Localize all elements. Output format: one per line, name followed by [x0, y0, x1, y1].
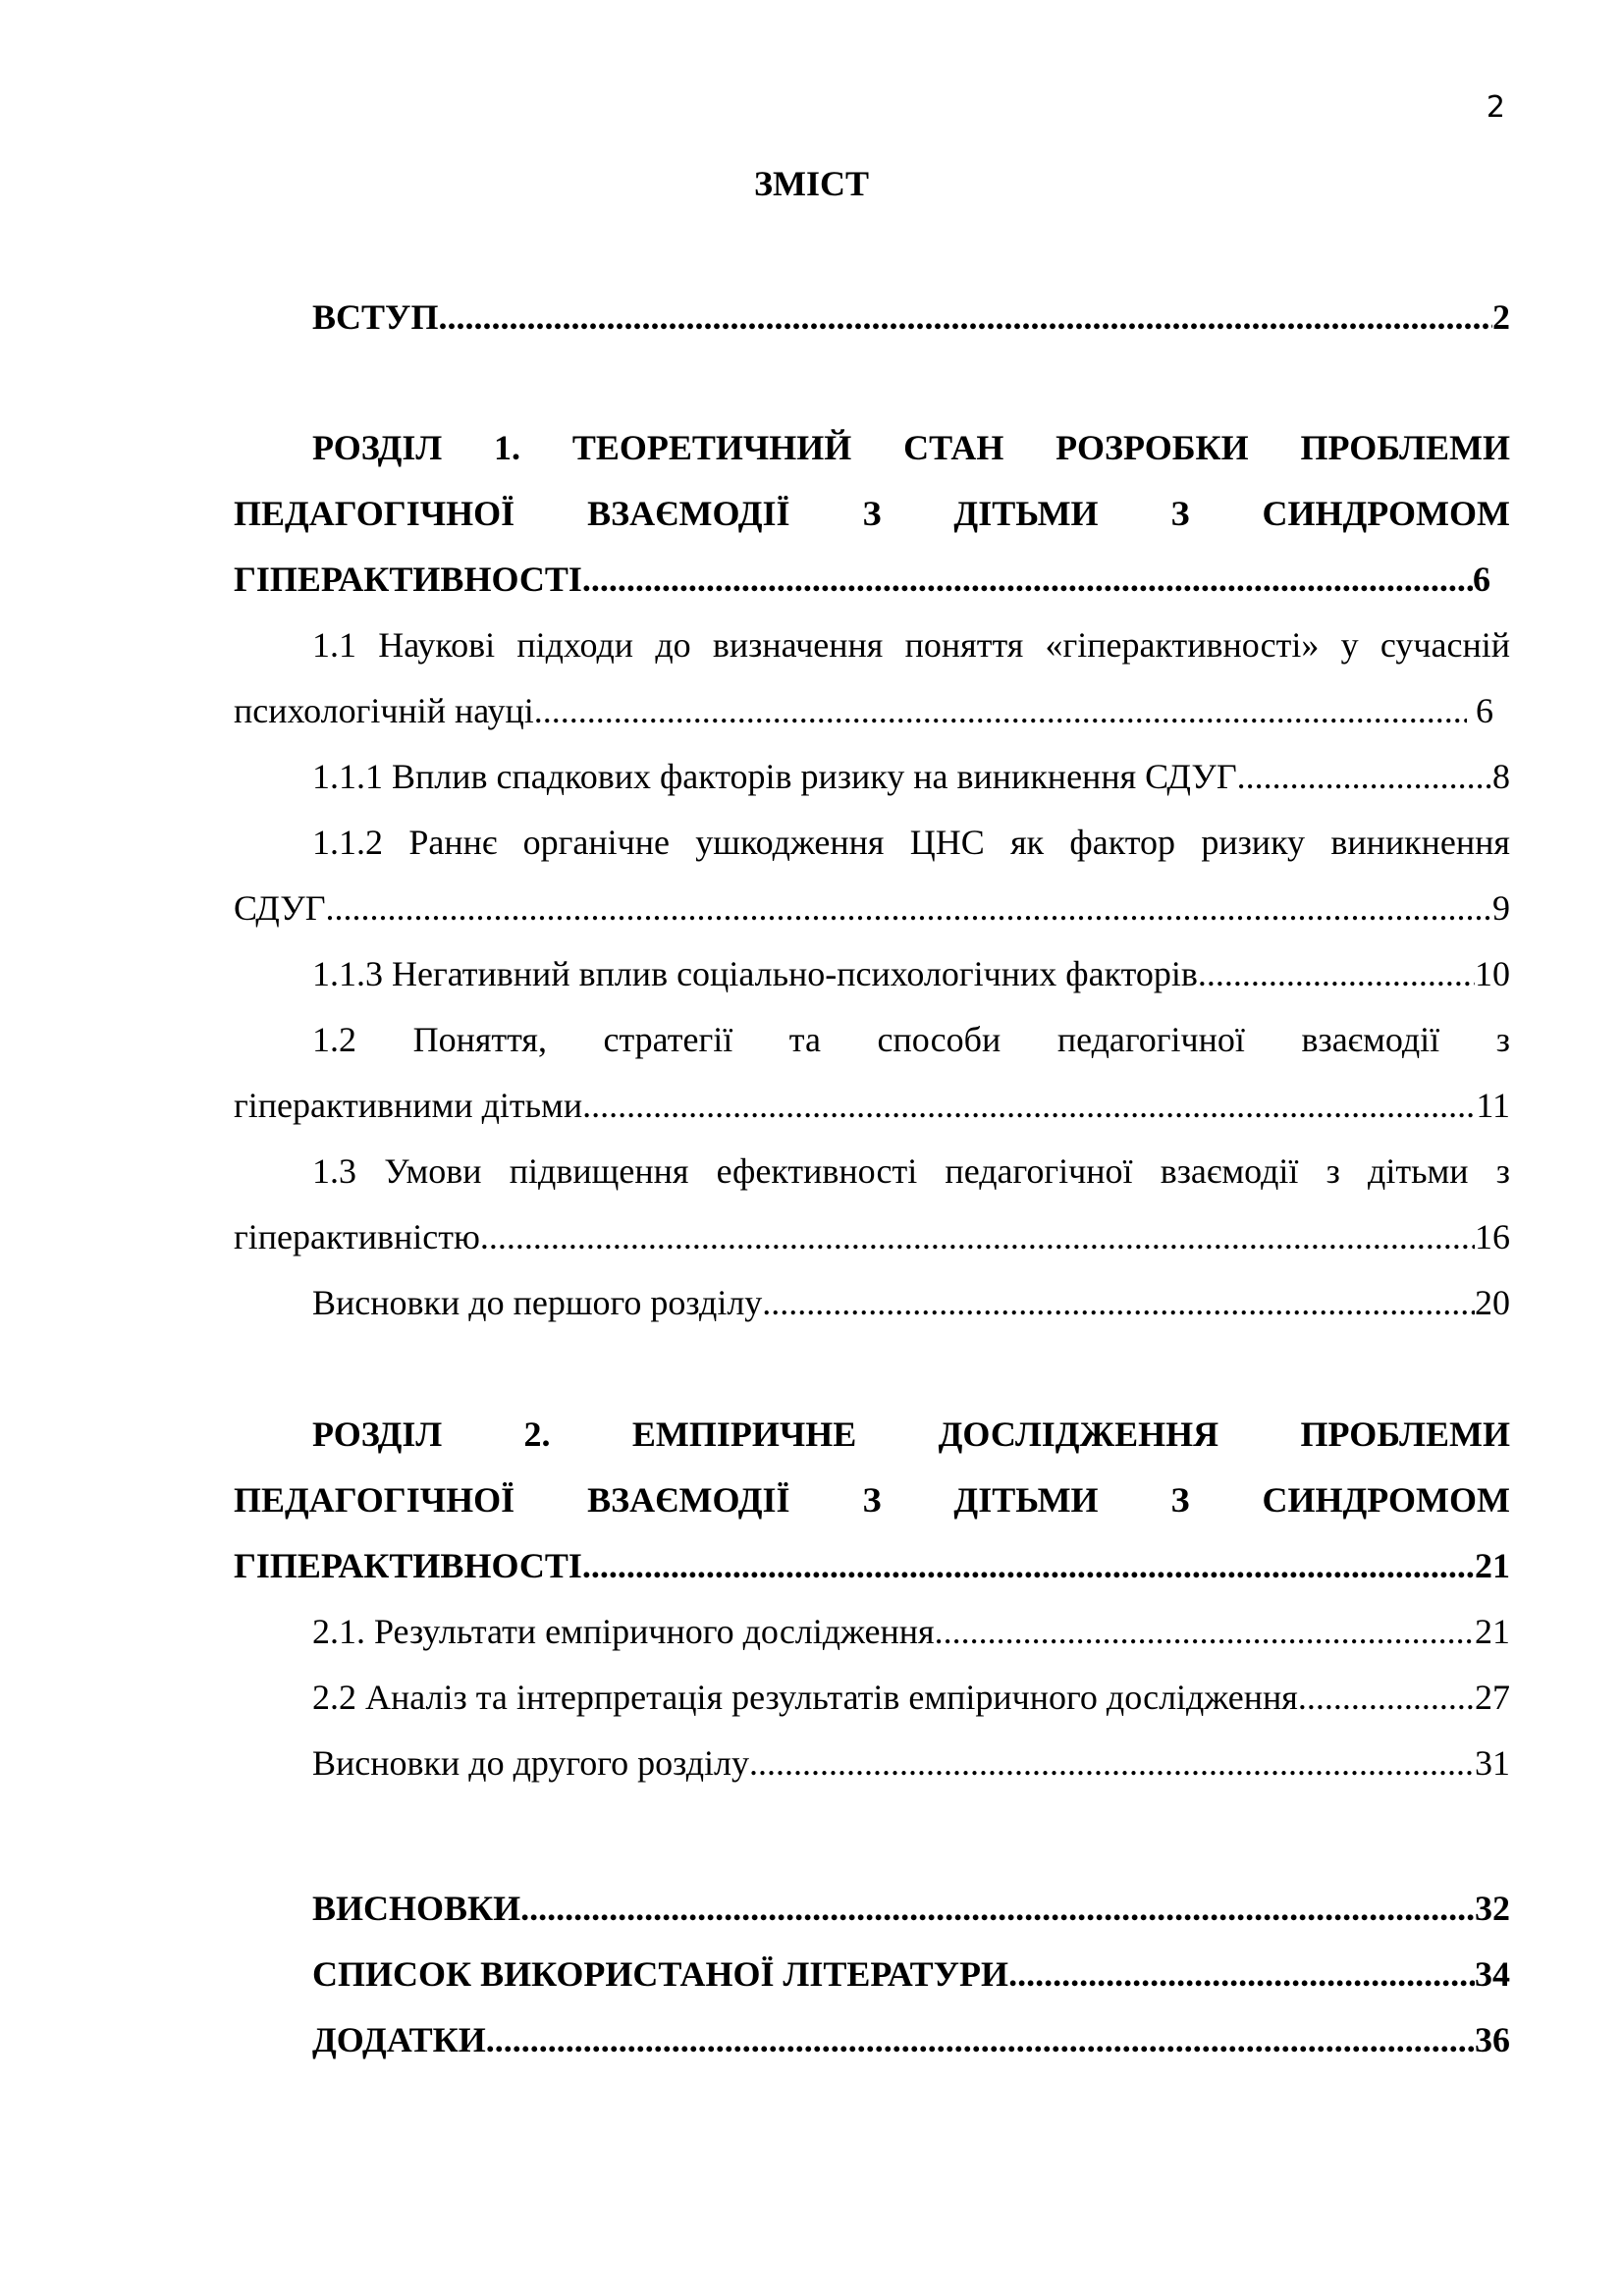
- toc-entry-page: 21: [1475, 1612, 1510, 1651]
- toc-entry-page: 10: [1475, 954, 1510, 993]
- toc-section-1-2-line1[interactable]: 1.2 Поняття, стратегії та способи педагогічної взаємодії з: [312, 1020, 1510, 1059]
- toc-entry-label: 1.1.3 Негативний вплив соціально-психологічних факторів: [312, 954, 1198, 993]
- toc-leader-dots: [762, 1280, 1475, 1325]
- page-number: 2: [1486, 90, 1505, 125]
- toc-leader-dots: [582, 1543, 1475, 1588]
- toc-section-1-3-line2[interactable]: [234, 1214, 1510, 1259]
- toc-leader-dots: [480, 1214, 1475, 1259]
- toc-chapter2-line3[interactable]: [234, 1543, 1510, 1588]
- toc-entry-page: 27: [1475, 1678, 1510, 1717]
- toc-leader-dots: [438, 294, 1492, 340]
- toc-entry-label: ДОДАТКИ: [312, 2020, 486, 2059]
- toc-entry-page: 6: [1467, 691, 1493, 730]
- toc-section-1-1-1[interactable]: [312, 754, 1510, 799]
- toc-entry-page: 16: [1475, 1217, 1510, 1256]
- toc-entry-intro[interactable]: [312, 294, 1510, 340]
- toc-section-2-2[interactable]: [312, 1675, 1510, 1720]
- toc-entry-label: Висновки до першого розділу: [312, 1283, 763, 1322]
- toc-entry-label: ВСТУП: [312, 297, 439, 337]
- toc-entry-page: 11: [1476, 1086, 1510, 1125]
- toc-entry-label: ГІПЕРАКТИВНОСТІ: [234, 560, 582, 599]
- toc-leader-dots: [582, 1083, 1476, 1128]
- toc-title: ЗМІСТ: [754, 164, 869, 203]
- toc-leader-dots: [534, 688, 1467, 733]
- toc-chapter1-line3[interactable]: [234, 557, 1490, 602]
- toc-entry-label: гіперактивними дітьми: [234, 1086, 583, 1125]
- toc-entry-page: 36: [1475, 2020, 1510, 2059]
- toc-entry-label: ВИСНОВКИ: [312, 1889, 521, 1928]
- toc-section-1-3-line1[interactable]: 1.3 Умови підвищення ефективності педагогічної взаємодії з дітьми з: [312, 1151, 1510, 1191]
- toc-entry-label: 2.1. Результати емпіричного дослідження: [312, 1612, 935, 1651]
- toc-entry-conclusions[interactable]: [312, 1886, 1510, 1931]
- toc-section-1-1-2-line2[interactable]: [234, 885, 1510, 931]
- toc-entry-page: 31: [1475, 1743, 1510, 1783]
- toc-entry-appendices[interactable]: [312, 2017, 1510, 2062]
- toc-leader-dots: [582, 557, 1473, 602]
- toc-section-2-1[interactable]: [312, 1609, 1510, 1654]
- toc-leader-dots: [520, 1886, 1475, 1931]
- toc-entry-references[interactable]: [312, 1951, 1510, 1997]
- toc-entry-page: 2: [1492, 297, 1510, 337]
- toc-leader-dots: [1008, 1951, 1475, 1997]
- toc-entry-page: 8: [1492, 757, 1510, 796]
- toc-entry-page: 32: [1475, 1889, 1510, 1928]
- toc-leader-dots: [1198, 951, 1475, 996]
- toc-chapter1-line2[interactable]: ПЕДАГОГІЧНОЇ ВЗАЄМОДІЇ З ДІТЬМИ З СИНДРОМОМ: [234, 494, 1510, 533]
- toc-entry-page: 9: [1492, 888, 1510, 928]
- toc-leader-dots: [1298, 1675, 1475, 1720]
- toc-entry-page: 21: [1475, 1546, 1510, 1585]
- toc-entry-label: 2.2 Аналіз та інтерпретація результатів емпіричного дослідження: [312, 1678, 1298, 1717]
- toc-entry-label: гіперактивністю: [234, 1217, 480, 1256]
- toc-leader-dots: [749, 1740, 1475, 1786]
- toc-entry-page: 6: [1473, 560, 1490, 599]
- toc-leader-dots: [326, 885, 1492, 931]
- toc-entry-page: 20: [1475, 1283, 1510, 1322]
- toc-entry-label: 1.1.1 Вплив спадкових факторів ризику на виникнення СДУГ: [312, 757, 1237, 796]
- toc-chapter2-line2[interactable]: ПЕДАГОГІЧНОЇ ВЗАЄМОДІЇ З ДІТЬМИ З СИНДРОМОМ: [234, 1480, 1510, 1520]
- toc-section-1-1-line1[interactable]: 1.1 Наукові підходи до визначення поняття «гіперактивності» у сучасній: [312, 625, 1510, 665]
- toc-leader-dots: [486, 2017, 1475, 2062]
- toc-entry-label: СДУГ: [234, 888, 326, 928]
- toc-section-1-1-line2[interactable]: [234, 688, 1493, 733]
- toc-conclusions-chapter2[interactable]: [312, 1740, 1510, 1786]
- toc-section-1-1-3[interactable]: [312, 951, 1510, 996]
- toc-chapter1-line1[interactable]: РОЗДІЛ 1. ТЕОРЕТИЧНИЙ СТАН РОЗРОБКИ ПРОБЛЕМИ: [312, 428, 1510, 467]
- toc-leader-dots: [1237, 754, 1492, 799]
- toc-entry-page: 34: [1475, 1954, 1510, 1994]
- toc-section-1-2-line2[interactable]: [234, 1083, 1510, 1128]
- toc-entry-label: ГІПЕРАКТИВНОСТІ: [234, 1546, 582, 1585]
- toc-entry-label: психологічній науці: [234, 691, 534, 730]
- toc-section-1-1-2-line1[interactable]: 1.1.2 Раннє органічне ушкодження ЦНС як фактор ризику виникнення: [312, 823, 1510, 862]
- toc-conclusions-chapter1[interactable]: [312, 1280, 1510, 1325]
- toc-entry-label: СПИСОК ВИКОРИСТАНОЇ ЛІТЕРАТУРИ: [312, 1954, 1009, 1994]
- toc-entry-label: Висновки до другого розділу: [312, 1743, 750, 1783]
- toc-leader-dots: [935, 1609, 1475, 1654]
- toc-chapter2-line1[interactable]: РОЗДІЛ 2. ЕМПІРИЧНЕ ДОСЛІДЖЕННЯ ПРОБЛЕМИ: [312, 1415, 1510, 1454]
